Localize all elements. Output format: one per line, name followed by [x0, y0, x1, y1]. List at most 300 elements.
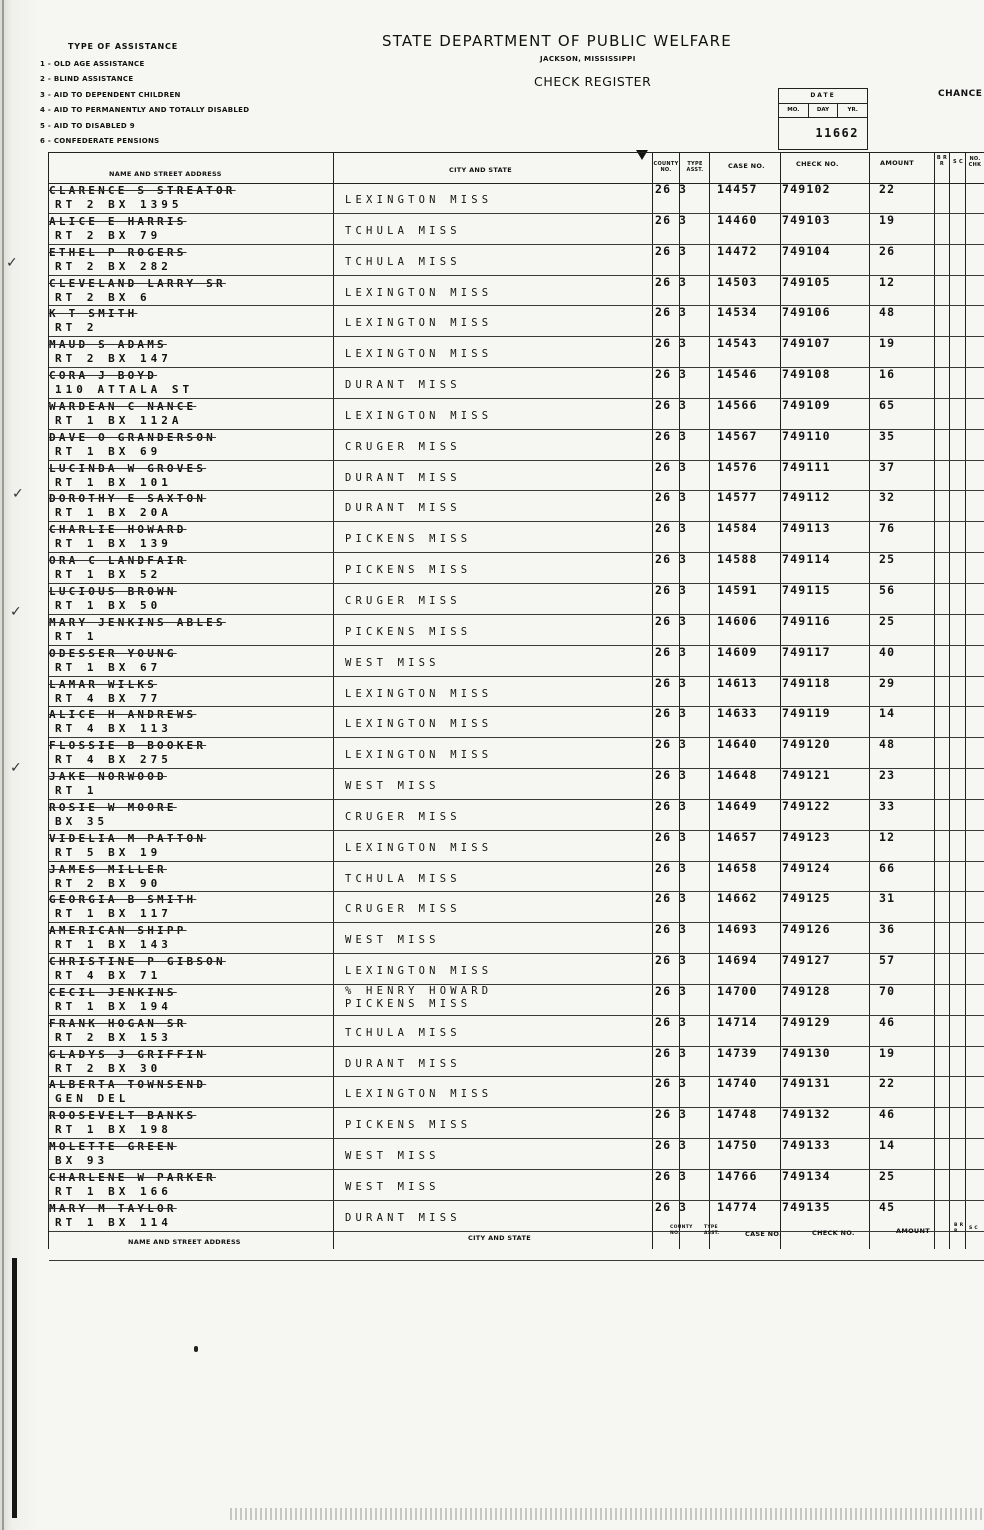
assistance-type: 3: [679, 582, 688, 597]
table-row: [49, 646, 984, 677]
recipient-city: LEXINGTON MISS: [345, 286, 493, 299]
recipient-city: WEST MISS: [345, 656, 440, 669]
recipient-address: BX 35: [55, 814, 109, 828]
check-number: 749117: [782, 644, 831, 659]
table-row: [49, 584, 984, 615]
assistance-type: 3: [679, 613, 688, 628]
table-row: [49, 553, 984, 584]
check-number: 749131: [782, 1076, 831, 1091]
recipient-name: CORA J BOYD: [49, 369, 158, 383]
county-number: 26: [655, 397, 672, 412]
recipient-name: DOROTHY E SAXTON: [49, 492, 207, 506]
recipient-address: RT 4 BX 275: [55, 753, 172, 767]
footer-sc: S C: [969, 1226, 979, 1231]
check-number: 749124: [782, 860, 831, 875]
county-number: 26: [655, 367, 672, 382]
case-number: 14591: [717, 582, 758, 597]
check-number: 749129: [782, 1014, 831, 1029]
table-header: [49, 153, 984, 184]
check-mark: ✓: [10, 760, 22, 776]
case-number: 14460: [717, 212, 758, 227]
check-mark: ✓: [10, 604, 22, 620]
county-number: 26: [655, 1138, 672, 1153]
recipient-city: LEXINGTON MISS: [345, 348, 493, 361]
county-number: 26: [655, 243, 672, 258]
header-check: CHECK NO.: [796, 160, 839, 168]
check-mark: ✓: [12, 486, 24, 502]
check-amount: 25: [879, 613, 896, 628]
county-number: 26: [655, 274, 672, 289]
table-row: [49, 677, 984, 708]
chancery-label: CHANCE: [938, 89, 983, 99]
assistance-type: 3: [679, 768, 688, 783]
table-row: [49, 399, 984, 430]
table-row: [49, 615, 984, 646]
assistance-type: 3: [679, 274, 688, 289]
table-row: [49, 985, 984, 1016]
recipient-city: LEXINGTON MISS: [345, 194, 493, 206]
case-number: 14648: [717, 768, 758, 783]
case-number: 14609: [717, 644, 758, 659]
county-number: 26: [655, 706, 672, 721]
check-amount: 48: [879, 305, 896, 320]
recipient-city: CRUGER MISS: [345, 903, 461, 916]
recipient-name: FLOSSIE B BOOKER: [49, 739, 207, 753]
check-number: 749105: [782, 274, 831, 289]
recipient-address: RT 1 BX 198: [55, 1123, 172, 1137]
check-amount: 19: [879, 336, 896, 351]
check-number: 749135: [782, 1199, 831, 1214]
recipient-city: TCHULA MISS: [345, 1026, 461, 1039]
recipient-address: RT 1 BX 112A: [55, 413, 183, 427]
recipient-city: CRUGER MISS: [345, 810, 461, 823]
check-number: 749108: [782, 367, 831, 382]
county-number: 26: [655, 1169, 672, 1183]
recipient-name: CHARLENE W PARKER: [49, 1171, 216, 1184]
county-number: 26: [655, 1076, 672, 1091]
check-mark: ✓: [6, 255, 18, 271]
recipient-city: WEST MISS: [345, 934, 440, 947]
date-columns: [779, 104, 867, 118]
check-amount: 19: [879, 212, 896, 227]
check-number: 749112: [782, 490, 831, 505]
county-number: 26: [655, 1199, 672, 1214]
recipient-name: LAMAR WILKS: [49, 677, 158, 691]
recipient-address: RT 1 BX 20A: [55, 506, 172, 520]
table-footer: [48, 1222, 984, 1248]
recipient-city: PICKENS MISS: [345, 625, 472, 638]
table-row: [49, 276, 984, 307]
assistance-type: 3: [679, 459, 688, 474]
recipient-address: 110 ATTALA ST: [55, 383, 194, 397]
check-amount: 45: [879, 1199, 896, 1214]
recipient-name: JAMES MILLER: [49, 862, 167, 876]
case-number: 14649: [717, 798, 758, 813]
recipient-name: ORA C LANDFAIR: [49, 554, 187, 568]
check-amount: 70: [879, 983, 896, 998]
recipient-address: RT 1 BX 50: [55, 598, 162, 612]
case-number: 14693: [717, 922, 758, 937]
assistance-type: 3: [679, 1199, 688, 1214]
county-number: 26: [655, 1014, 672, 1029]
case-number: 14657: [717, 829, 758, 844]
recipient-address: RT 2 BX 1395: [55, 198, 183, 211]
table-row: [49, 183, 984, 214]
legend-item: 5 - AID TO DISABLED 9: [40, 121, 135, 130]
check-number: 749133: [782, 1138, 831, 1153]
assistance-type: 3: [679, 397, 688, 412]
check-number: 749121: [782, 768, 831, 783]
recipient-name: LUCINDA W GROVES: [49, 461, 207, 475]
assistance-type: 3: [679, 243, 688, 258]
county-number: 26: [655, 922, 672, 937]
case-number: 14740: [717, 1076, 758, 1091]
county-number: 26: [655, 182, 672, 196]
recipient-city: CRUGER MISS: [345, 440, 461, 453]
table-row: [49, 1077, 984, 1108]
county-number: 26: [655, 459, 672, 474]
check-amount: 33: [879, 798, 896, 813]
legend-item: 4 - AID TO PERMANENTLY AND TOTALLY DISABLED: [40, 106, 250, 115]
check-amount: 46: [879, 1014, 896, 1029]
recipient-city: LEXINGTON MISS: [345, 749, 493, 762]
check-number: 749130: [782, 1045, 831, 1060]
assistance-type: 3: [679, 552, 688, 567]
assistance-type: 3: [679, 1169, 688, 1183]
recipient-city: PICKENS MISS: [345, 1119, 472, 1132]
recipient-city: DURANT MISS: [345, 471, 461, 484]
footer-county: COUNTY NO.: [670, 1225, 693, 1236]
date-col-year: YR.: [847, 107, 858, 113]
recipient-name: ALBERTA TOWNSEND: [49, 1078, 207, 1092]
recipient-city-line2: PICKENS MISS: [345, 997, 472, 1010]
assistance-type: 3: [679, 706, 688, 721]
county-number: 26: [655, 613, 672, 628]
assistance-type: 3: [679, 1076, 688, 1091]
recipient-city: DURANT MISS: [345, 379, 461, 392]
check-amount: 32: [879, 490, 896, 505]
check-number: 749128: [782, 983, 831, 998]
case-number: 14748: [717, 1107, 758, 1122]
check-number: 749132: [782, 1107, 831, 1122]
recipient-name: GLADYS J GRIFFIN: [49, 1047, 207, 1061]
recipient-city: LEXINGTON MISS: [345, 965, 493, 978]
check-amount: 26: [879, 243, 896, 258]
county-number: 26: [655, 305, 672, 320]
recipient-city: PICKENS MISS: [345, 533, 472, 546]
case-number: 14566: [717, 397, 758, 412]
recipient-name: VIDELIA M PATTON: [49, 831, 207, 845]
legend-title: TYPE OF ASSISTANCE: [68, 42, 178, 51]
county-number: 26: [655, 891, 672, 906]
check-amount: 22: [879, 1076, 896, 1091]
check-number: 749123: [782, 829, 831, 844]
table-row: [49, 491, 984, 522]
recipient-city: DURANT MISS: [345, 1211, 461, 1224]
recipient-address: RT 4 BX 71: [55, 969, 162, 983]
assistance-type: 3: [679, 182, 688, 196]
case-number: 14613: [717, 675, 758, 690]
check-amount: 16: [879, 367, 896, 382]
recipient-name: ROOSEVELT BANKS: [49, 1109, 197, 1123]
check-amount: 31: [879, 891, 896, 906]
recipient-name: CLEVELAND LARRY SR: [49, 276, 226, 290]
recipient-name: CHRISTINE P GIBSON: [49, 955, 226, 969]
check-amount: 56: [879, 582, 896, 597]
recipient-city: LEXINGTON MISS: [345, 317, 493, 330]
header-city: CITY AND STATE: [449, 166, 512, 174]
county-number: 26: [655, 552, 672, 567]
check-number: 749107: [782, 336, 831, 351]
case-number: 14588: [717, 552, 758, 567]
recipient-address: RT 2 BX 6: [55, 290, 151, 304]
recipient-name: ALICE H ANDREWS: [49, 708, 197, 722]
table-row: [49, 923, 984, 954]
recipient-city: WEST MISS: [345, 780, 440, 793]
recipient-name: ETHEL P ROGERS: [49, 245, 187, 259]
assistance-type: 3: [679, 490, 688, 505]
county-number: 26: [655, 798, 672, 813]
recipient-address: RT 1 BX 101: [55, 475, 172, 489]
case-number: 14606: [717, 613, 758, 628]
case-number: 14567: [717, 428, 758, 443]
county-number: 26: [655, 860, 672, 875]
county-number: 26: [655, 983, 672, 998]
case-number: 14714: [717, 1014, 758, 1029]
case-number: 14750: [717, 1138, 758, 1153]
check-number: 749127: [782, 953, 831, 968]
ink-dot: [194, 1346, 198, 1352]
legend-item: 2 - BLIND ASSISTANCE: [40, 75, 134, 84]
recipient-name: JAKE NORWOOD: [49, 770, 167, 784]
register-rows: [49, 183, 984, 1261]
table-row: [49, 1139, 984, 1170]
county-number: 26: [655, 737, 672, 752]
recipient-address: RT 2 BX 153: [55, 1030, 172, 1044]
recipient-name: ODESSER YOUNG: [49, 646, 177, 660]
check-amount: 36: [879, 922, 896, 937]
table-row: [49, 1170, 984, 1201]
header-type: TYPE ASST.: [686, 161, 704, 173]
recipient-address: RT 2 BX 282: [55, 259, 172, 273]
recipient-name: LUCIOUS BROWN: [49, 584, 177, 598]
recipient-city: LEXINGTON MISS: [345, 841, 493, 854]
recipient-name: AMERICAN SHIPP: [49, 924, 187, 938]
table-row: [49, 1108, 984, 1139]
table-row: [49, 831, 984, 862]
check-amount: 57: [879, 953, 896, 968]
recipient-city: DURANT MISS: [345, 1057, 461, 1070]
table-row: [49, 954, 984, 985]
recipient-address: RT 1 BX 114: [55, 1215, 172, 1229]
county-number: 26: [655, 1045, 672, 1060]
recipient-address: GEN DEL: [55, 1092, 130, 1106]
assistance-type: 3: [679, 1138, 688, 1153]
case-number: 14694: [717, 953, 758, 968]
recipient-city: PICKENS MISS: [345, 564, 472, 577]
agency-title: STATE DEPARTMENT OF PUBLIC WELFARE: [382, 32, 732, 50]
recipient-city: LEXINGTON MISS: [345, 718, 493, 731]
agency-location: JACKSON, MISSISSIPPI: [540, 55, 636, 63]
county-number: 26: [655, 953, 672, 968]
check-number: 749109: [782, 397, 831, 412]
document-title: CHECK REGISTER: [534, 74, 652, 89]
county-number: 26: [655, 428, 672, 443]
check-number: 749103: [782, 212, 831, 227]
recipient-address: RT 1 BX 117: [55, 907, 172, 921]
case-number: 14774: [717, 1199, 758, 1214]
case-number: 14472: [717, 243, 758, 258]
recipient-name: FRANK HOGAN SR: [49, 1016, 187, 1030]
table-row: [49, 862, 984, 893]
recipient-name: CLARENCE S STREATOR: [49, 184, 236, 197]
check-number: 749119: [782, 706, 831, 721]
recipient-address: RT 1 BX 69: [55, 444, 162, 458]
recipient-address: RT 2 BX 90: [55, 876, 162, 890]
check-amount: 40: [879, 644, 896, 659]
check-number: 749126: [782, 922, 831, 937]
date-col-day: DAY: [809, 104, 839, 117]
assistance-type: 3: [679, 891, 688, 906]
recipient-city: TCHULA MISS: [345, 872, 461, 885]
case-number: 14534: [717, 305, 758, 320]
county-number: 26: [655, 1107, 672, 1122]
recipient-city: % HENRY HOWARD: [345, 984, 493, 997]
recipient-name: ALICE E HARRIS: [49, 214, 187, 228]
check-number: 749114: [782, 552, 831, 567]
county-number: 26: [655, 644, 672, 659]
recipient-name: MARY M TAYLOR: [49, 1201, 177, 1215]
check-amount: 23: [879, 768, 896, 783]
case-number: 14658: [717, 860, 758, 875]
recipient-address: RT 2: [55, 321, 98, 335]
county-number: 26: [655, 768, 672, 783]
check-amount: 14: [879, 706, 896, 721]
check-number: 749106: [782, 305, 831, 320]
recipient-address: RT 1 BX 143: [55, 938, 172, 952]
county-number: 26: [655, 336, 672, 351]
case-number: 14633: [717, 706, 758, 721]
case-number: 14739: [717, 1045, 758, 1060]
check-number: 749122: [782, 798, 831, 813]
recipient-name: DAVE O GRANDERSON: [49, 430, 216, 444]
table-row: [49, 800, 984, 831]
check-amount: 65: [879, 397, 896, 412]
case-number: 14546: [717, 367, 758, 382]
table-row: [49, 1047, 984, 1078]
table-row: [49, 769, 984, 800]
date-label: DATE: [779, 89, 867, 104]
assistance-type: 3: [679, 983, 688, 998]
date-box: [778, 88, 868, 150]
recipient-city: WEST MISS: [345, 1181, 440, 1193]
legend-item: 6 - CONFEDERATE PENSIONS: [40, 136, 160, 145]
assistance-type: 3: [679, 521, 688, 536]
check-amount: 66: [879, 860, 896, 875]
recipient-address: RT 2 BX 30: [55, 1061, 162, 1075]
footer-check: CHECK NO.: [812, 1229, 855, 1237]
recipient-address: BX 93: [55, 1154, 109, 1168]
check-amount: 46: [879, 1107, 896, 1122]
case-number: 14584: [717, 521, 758, 536]
legend-item: 3 - AID TO DEPENDENT CHILDREN: [40, 90, 181, 99]
footer-name: NAME AND STREET ADDRESS: [128, 1238, 241, 1246]
recipient-city: LEXINGTON MISS: [345, 1088, 493, 1101]
legend-item: 1 - OLD AGE ASSISTANCE: [40, 60, 145, 68]
header-no-chk: NO. CHK: [968, 156, 982, 168]
check-amount: 12: [879, 274, 896, 289]
recipient-city: LEXINGTON MISS: [345, 409, 493, 422]
check-number: 749113: [782, 521, 831, 536]
check-amount: 25: [879, 552, 896, 567]
assistance-type: 3: [679, 953, 688, 968]
case-number: 14766: [717, 1169, 758, 1183]
recipient-name: MARY JENKINS ABLES: [49, 615, 226, 629]
check-number: 749102: [782, 182, 831, 196]
table-row: [49, 738, 984, 769]
recipient-address: RT 4 BX 77: [55, 691, 162, 705]
check-amount: 14: [879, 1138, 896, 1153]
recipient-city: LEXINGTON MISS: [345, 687, 493, 700]
table-row: [49, 368, 984, 399]
recipient-city: DURANT MISS: [345, 502, 461, 515]
case-number: 14503: [717, 274, 758, 289]
assistance-type: 3: [679, 212, 688, 227]
register-table: [48, 152, 984, 1249]
assistance-type: 3: [679, 798, 688, 813]
recipient-name: GEORGIA B SMITH: [49, 893, 197, 907]
recipient-address: RT 1 BX 194: [55, 999, 172, 1013]
assistance-type: 3: [679, 829, 688, 844]
header-county: COUNTY NO.: [653, 161, 679, 173]
assistance-type: 3: [679, 336, 688, 351]
table-row: [49, 892, 984, 923]
header-name: NAME AND STREET ADDRESS: [109, 170, 222, 178]
recipient-city: TCHULA MISS: [345, 224, 461, 237]
header-sc: S C: [953, 159, 963, 165]
recipient-address: RT 2 BX 79: [55, 228, 162, 242]
assistance-type: 3: [679, 1014, 688, 1029]
check-amount: 22: [879, 182, 896, 196]
case-number: 14543: [717, 336, 758, 351]
check-amount: 48: [879, 737, 896, 752]
assistance-type: 3: [679, 675, 688, 690]
assistance-type: 3: [679, 922, 688, 937]
check-number: 749125: [782, 891, 831, 906]
recipient-city: CRUGER MISS: [345, 594, 461, 607]
recipient-name: CHARLIE HOWARD: [49, 523, 187, 537]
assistance-type: 3: [679, 860, 688, 875]
check-amount: 25: [879, 1169, 896, 1183]
recipient-address: RT 4 BX 113: [55, 722, 172, 736]
check-number: 749116: [782, 613, 831, 628]
recipient-address: RT 1 BX 67: [55, 660, 162, 674]
recipient-name: WARDEAN C NANCE: [49, 399, 197, 413]
recipient-city: TCHULA MISS: [345, 255, 461, 268]
case-number: 14700: [717, 983, 758, 998]
recipient-address: RT 5 BX 19: [55, 845, 162, 859]
check-amount: 29: [879, 675, 896, 690]
table-row: [49, 707, 984, 738]
footer-brr: B R R: [954, 1223, 964, 1234]
county-number: 26: [655, 490, 672, 505]
recipient-address: RT 2 BX 147: [55, 352, 172, 366]
assistance-type: 3: [679, 428, 688, 443]
date-col-month: MO.: [779, 104, 809, 117]
assistance-type: 3: [679, 644, 688, 659]
assistance-type: 3: [679, 1045, 688, 1060]
check-number: 749104: [782, 243, 831, 258]
